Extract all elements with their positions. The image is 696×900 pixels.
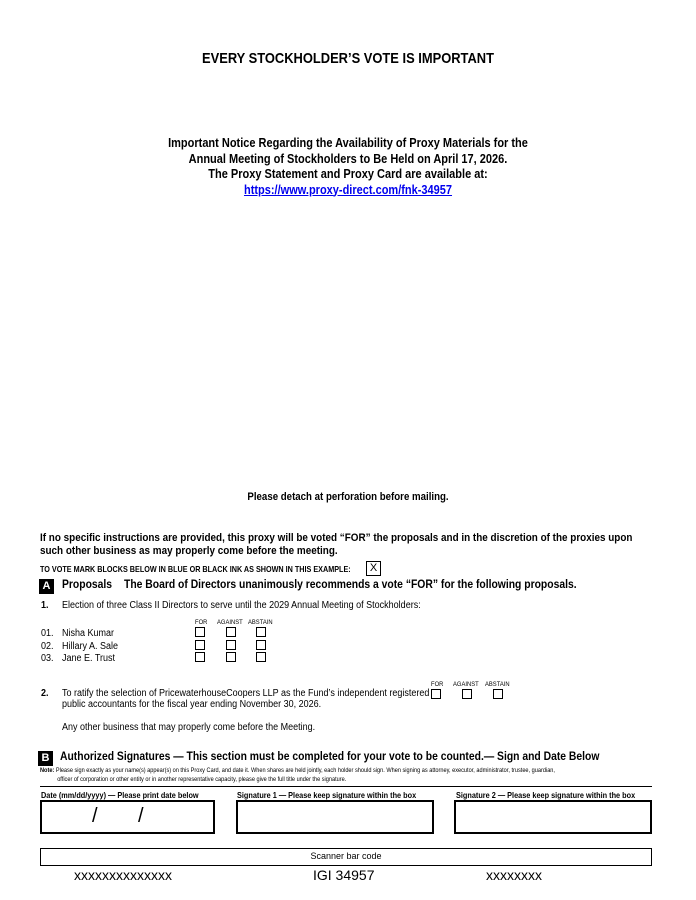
signature-2-label: Signature 2 — Please keep signature within the box — [456, 790, 636, 800]
section-a-title: Proposals — [62, 579, 113, 591]
date-slash: / — [92, 805, 98, 827]
other-business-text: Any other business that may properly come before the Meeting. — [62, 722, 316, 733]
proxy-materials-link[interactable]: https://www.proxy-direct.com/fnk-34957 — [243, 182, 453, 197]
proposal-1-for-header: FOR — [195, 619, 208, 626]
nominee-2-for-checkbox[interactable] — [195, 640, 205, 650]
signature-1-box[interactable] — [236, 800, 434, 834]
nominee-3-against-checkbox[interactable] — [226, 652, 236, 662]
nominee-1-for-checkbox[interactable] — [195, 627, 205, 637]
section-b-badge: B — [38, 751, 53, 766]
page-title: EVERY STOCKHOLDER’S VOTE IS IMPORTANT — [202, 50, 494, 67]
nominee-name: Jane E. Trust — [62, 653, 116, 664]
nominee-3-for-checkbox[interactable] — [195, 652, 205, 662]
section-a-subtitle: The Board of Directors unanimously recommends a vote “FOR” for the following proposals. — [124, 579, 577, 591]
footer-left-code: xxxxxxxxxxxxxx — [74, 867, 172, 883]
example-mark-box: X — [366, 561, 381, 576]
date-slash: / — [138, 805, 144, 827]
notice-line-1: Important Notice Regarding the Availability of Proxy Materials for the — [168, 136, 528, 150]
proposal-2-abstain-header: ABSTAIN — [485, 681, 510, 688]
proxy-notice — [0, 136, 696, 198]
note-line-1: Please sign exactly as your name(s) appear(s) on this Proxy Card, and date it. When shares are held jointly, each holder should sign. When signing as attorney, executor, administrator, trustee, guardian, — [55, 767, 555, 774]
section-divider — [40, 786, 652, 787]
vote-mark-instruction: TO VOTE MARK BLOCKS BELOW IN BLUE OR BLACK INK AS SHOWN IN THIS EXAMPLE: — [40, 564, 351, 574]
nominee-number: 03. — [41, 653, 54, 664]
nominee-3-abstain-checkbox[interactable] — [256, 652, 266, 662]
notice-line-3: The Proxy Statement and Proxy Card are available at: — [208, 167, 488, 181]
nominee-number: 01. — [41, 628, 54, 639]
proposal-2-abstain-checkbox[interactable] — [493, 689, 503, 699]
instruction-line-1: If no specific instructions are provided, this proxy will be voted “FOR” the proposals and in the discretion of the proxies upon — [40, 532, 633, 544]
proposal-2-for-header: FOR — [431, 681, 444, 688]
proposal-2-number: 2. — [41, 688, 49, 699]
nominee-1-against-checkbox[interactable] — [226, 627, 236, 637]
proposal-2-against-checkbox[interactable] — [462, 689, 472, 699]
footer-right-code: xxxxxxxx — [486, 867, 542, 883]
nominee-2-abstain-checkbox[interactable] — [256, 640, 266, 650]
proposal-1-against-header: AGAINST — [217, 619, 243, 626]
nominee-number: 02. — [41, 641, 54, 652]
proposal-2-for-checkbox[interactable] — [431, 689, 441, 699]
proposal-2-against-header: AGAINST — [453, 681, 479, 688]
signature-note — [40, 767, 659, 784]
date-input-box[interactable] — [40, 800, 215, 834]
proposal-2-line-1: To ratify the selection of PricewaterhouseCoopers LLP as the Fund’s independent registered — [62, 688, 430, 699]
section-a-badge: A — [39, 579, 54, 594]
detach-instruction: Please detach at perforation before mailing. — [247, 491, 449, 503]
notice-line-2: Annual Meeting of Stockholders to Be Held on April 17, 2026. — [188, 151, 508, 166]
nominee-1-abstain-checkbox[interactable] — [256, 627, 266, 637]
footer-center-code: IGI 34957 — [313, 867, 375, 883]
signature-2-box[interactable] — [454, 800, 652, 834]
proposal-1-text: Election of three Class II Directors to serve until the 2029 Annual Meeting of Stockholders: — [62, 600, 421, 611]
signature-1-label: Signature 1 — Please keep signature within the box — [237, 790, 417, 800]
default-vote-instructions — [40, 532, 661, 557]
section-b-title: Authorized Signatures — This section must be completed for your vote to be counted.— Sign and Date Below — [60, 751, 600, 763]
nominee-name: Hillary A. Sale — [62, 641, 119, 652]
proposal-1-abstain-header: ABSTAIN — [248, 619, 273, 626]
nominee-2-against-checkbox[interactable] — [226, 640, 236, 650]
proposal-2-line-2: public accountants for the fiscal year ending November 30, 2026. — [62, 699, 322, 710]
nominee-name: Nisha Kumar — [62, 628, 115, 639]
note-line-2: officer of corporation or other entity or in another representative capacity, please give the full title under the signature. — [57, 775, 347, 783]
note-label: Note: — [40, 767, 55, 774]
scanner-barcode-area: Scanner bar code — [40, 848, 652, 866]
proposal-1-number: 1. — [41, 600, 49, 611]
date-label: Date (mm/dd/yyyy) — Please print date below — [41, 790, 199, 800]
instruction-line-2: such other business as may properly come before the meeting. — [40, 544, 338, 557]
